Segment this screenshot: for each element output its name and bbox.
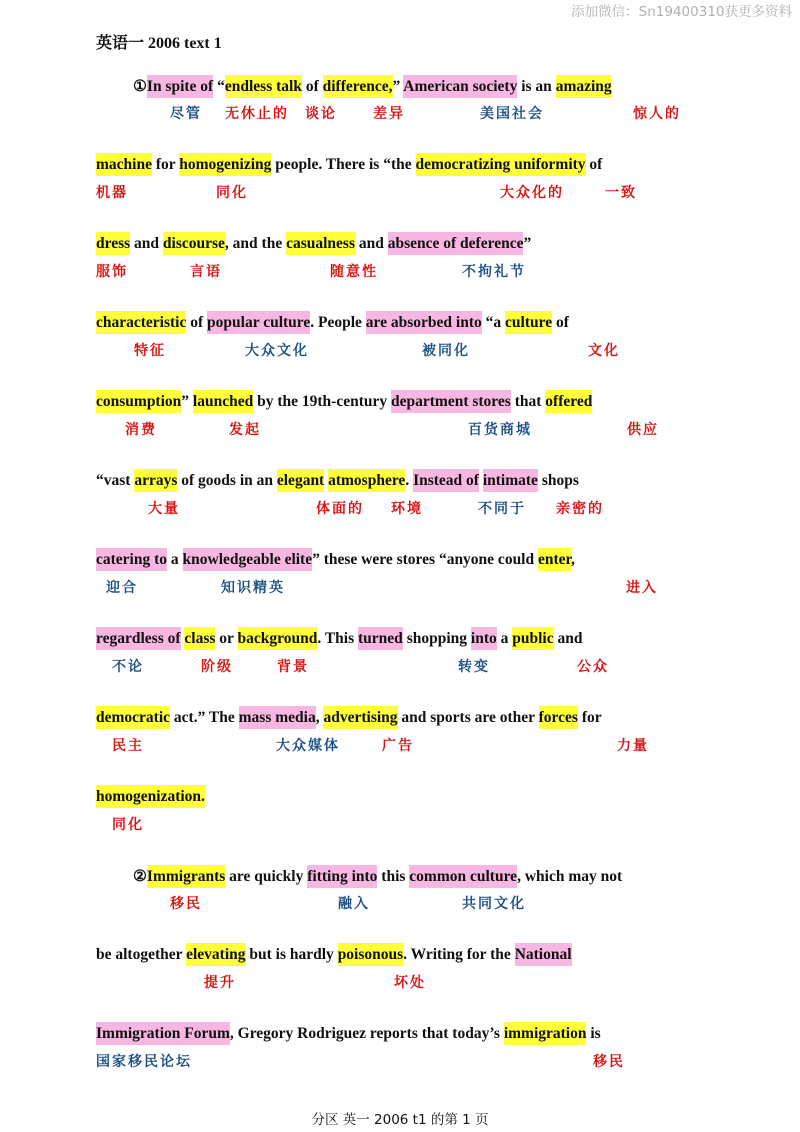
passage-line — [96, 472, 579, 490]
plain-text: . Writing for the — [403, 946, 515, 963]
gloss-row — [0, 261, 800, 281]
highlighted-phrase: Immigration Forum — [96, 1022, 230, 1045]
chinese-gloss: 背景 — [277, 659, 309, 675]
plain-text: and sports are other — [397, 709, 539, 726]
highlighted-term: amazing — [556, 75, 612, 98]
highlighted-term: forces — [539, 706, 578, 729]
document-title: 英语一 2006 text 1 — [96, 35, 222, 52]
plain-text: for — [151, 156, 180, 173]
plain-text: by the 19th-century — [253, 393, 391, 410]
chinese-gloss: 国家移民论坛 — [96, 1054, 192, 1070]
chinese-gloss: 移民 — [170, 896, 202, 912]
chinese-gloss: 迎合 — [106, 580, 138, 596]
chinese-gloss: 差异 — [373, 106, 405, 122]
highlighted-term: elegant — [277, 469, 324, 492]
gloss-row — [0, 498, 800, 518]
plain-text: of — [186, 314, 208, 331]
chinese-gloss: 融入 — [338, 896, 370, 912]
highlighted-phrase: knowledgeable elite — [183, 548, 313, 571]
chinese-gloss: 同化 — [216, 185, 248, 201]
highlighted-phrase: department stores — [391, 390, 511, 413]
highlighted-term: casualness — [286, 232, 355, 255]
passage-line — [96, 314, 569, 332]
plain-text: or — [215, 630, 238, 647]
gloss-row — [0, 577, 800, 597]
highlighted-term: elevating — [186, 943, 245, 966]
highlighted-term: discourse — [163, 232, 225, 255]
chinese-gloss: 大众媒体 — [276, 738, 340, 754]
plain-text: ② — [133, 868, 147, 885]
plain-text: and — [354, 235, 388, 252]
plain-text: act.” The — [170, 709, 239, 726]
highlighted-term: poisonous — [338, 943, 403, 966]
highlighted-term: background — [238, 627, 318, 650]
passage-line — [96, 946, 572, 964]
passage-line — [133, 867, 622, 886]
highlighted-term: advertising — [323, 706, 397, 729]
passage-line — [96, 393, 592, 411]
chinese-gloss: 大众化的 — [500, 185, 564, 201]
plain-text: of goods in an — [177, 472, 277, 489]
plain-text: , Gregory Rodriguez reports that today’s — [229, 1025, 504, 1042]
highlighted-phrase: catering to — [96, 548, 167, 571]
chinese-gloss: 共同文化 — [462, 896, 526, 912]
chinese-gloss: 力量 — [617, 738, 649, 754]
highlighted-term: machine — [96, 153, 152, 176]
plain-text: . — [405, 472, 414, 489]
gloss-row — [0, 893, 800, 913]
highlighted-term: difference, — [323, 75, 393, 98]
highlighted-term: endless talk — [225, 75, 302, 98]
plain-text: , and the — [224, 235, 287, 252]
chinese-gloss: 大量 — [148, 501, 180, 517]
chinese-gloss: 无休止的 — [225, 106, 289, 122]
passage-line — [96, 551, 575, 569]
chinese-gloss: 言语 — [190, 264, 222, 280]
chinese-gloss: 同化 — [112, 817, 144, 833]
passage-line — [96, 156, 602, 174]
plain-text: and — [553, 630, 583, 647]
plain-text: . People — [310, 314, 366, 331]
chinese-gloss: 大众文化 — [245, 343, 309, 359]
highlighted-term: class — [184, 627, 215, 650]
plain-text: “vast — [96, 472, 135, 489]
highlighted-phrase: In spite of — [147, 75, 213, 98]
plain-text: people. There is “the — [271, 156, 416, 173]
plain-text: for — [577, 709, 602, 726]
highlighted-phrase: Instead of — [413, 469, 479, 492]
gloss-row — [0, 419, 800, 439]
plain-text: , — [315, 709, 324, 726]
chinese-gloss: 特征 — [134, 343, 166, 359]
passage-line — [96, 709, 602, 727]
highlighted-phrase: fitting into — [307, 865, 377, 888]
chinese-gloss: 随意性 — [330, 264, 378, 280]
plain-text: are quickly — [225, 868, 308, 885]
plain-text: “ — [213, 78, 225, 95]
highlighted-phrase: turned — [358, 627, 403, 650]
highlighted-term: Immigrants — [147, 865, 225, 888]
plain-text: is an — [517, 78, 556, 95]
chinese-gloss: 服饰 — [96, 264, 128, 280]
gloss-row — [0, 340, 800, 360]
chinese-gloss: 亲密的 — [556, 501, 604, 517]
chinese-gloss: 不论 — [112, 659, 144, 675]
plain-text: “a — [481, 314, 506, 331]
chinese-gloss: 环境 — [391, 501, 423, 517]
plain-text: is — [586, 1025, 601, 1042]
plain-text: ” these were stores “anyone could — [312, 551, 538, 568]
plain-text: ” — [181, 393, 193, 410]
chinese-gloss: 体面的 — [316, 501, 364, 517]
watermark: 添加微信：Sn19400310获更多资料 — [571, 4, 792, 20]
highlighted-phrase: absence of deference — [388, 232, 524, 255]
gloss-row — [0, 972, 800, 992]
chinese-gloss: 坏处 — [394, 975, 426, 991]
chinese-gloss: 一致 — [605, 185, 637, 201]
chinese-gloss: 进入 — [626, 580, 658, 596]
highlighted-term: homogenizing — [179, 153, 271, 176]
highlighted-term: offered — [545, 390, 592, 413]
chinese-gloss: 百货商城 — [468, 422, 532, 438]
plain-text: shops — [537, 472, 579, 489]
chinese-gloss: 尽管 — [170, 106, 202, 122]
chinese-gloss: 转变 — [458, 659, 490, 675]
plain-text: ” — [523, 235, 532, 252]
plain-text: of — [301, 78, 323, 95]
gloss-row — [0, 814, 800, 834]
highlighted-phrase: regardless of — [96, 627, 181, 650]
chinese-gloss: 文化 — [588, 343, 620, 359]
highlighted-term: culture — [505, 311, 552, 334]
highlighted-term: characteristic — [96, 311, 186, 334]
chinese-gloss: 消费 — [125, 422, 157, 438]
highlighted-term: arrays — [134, 469, 177, 492]
chinese-gloss: 谈论 — [305, 106, 337, 122]
plain-text: and — [130, 235, 163, 252]
plain-text: ” — [392, 78, 404, 95]
highlighted-term: democratizing uniformity — [416, 153, 586, 176]
plain-text: but is hardly — [245, 946, 338, 963]
plain-text: . This — [317, 630, 359, 647]
plain-text: be altogether — [96, 946, 187, 963]
chinese-gloss: 公众 — [577, 659, 609, 675]
highlighted-phrase: mass media — [239, 706, 316, 729]
passage-line — [96, 630, 582, 648]
chinese-gloss: 发起 — [229, 422, 261, 438]
plain-text: , which may not — [517, 868, 623, 885]
highlighted-term: dress — [96, 232, 130, 255]
chinese-gloss: 被同化 — [422, 343, 470, 359]
passage-line — [96, 788, 205, 806]
chinese-gloss: 不拘礼节 — [462, 264, 526, 280]
plain-text: this — [377, 868, 410, 885]
plain-text: of — [552, 314, 569, 331]
gloss-row — [0, 182, 800, 202]
plain-text: of — [585, 156, 603, 173]
highlighted-term: enter — [538, 548, 571, 571]
highlighted-phrase: are absorbed into — [366, 311, 482, 334]
chinese-gloss: 供应 — [627, 422, 659, 438]
highlighted-phrase: into — [471, 627, 497, 650]
page-footer: 分区 英一 2006 t1 的第 1 页 — [311, 1112, 489, 1128]
highlighted-term: immigration — [504, 1022, 587, 1045]
highlighted-phrase: National — [515, 943, 572, 966]
chinese-gloss: 机器 — [96, 185, 128, 201]
plain-text: a — [496, 630, 513, 647]
highlighted-phrase: intimate — [483, 469, 538, 492]
passage-line — [133, 77, 612, 96]
gloss-row — [0, 103, 800, 123]
highlighted-term: consumption — [96, 390, 181, 413]
chinese-gloss: 提升 — [204, 975, 236, 991]
gloss-row — [0, 735, 800, 755]
highlighted-term: homogenization. — [96, 785, 205, 808]
highlighted-term: atmosphere — [328, 469, 405, 492]
highlighted-term: launched — [193, 390, 253, 413]
chinese-gloss: 移民 — [593, 1054, 625, 1070]
passage-line — [96, 1025, 601, 1043]
highlighted-phrase: common culture — [409, 865, 517, 888]
chinese-gloss: 惊人的 — [633, 106, 681, 122]
chinese-gloss: 广告 — [382, 738, 414, 754]
chinese-gloss: 知识精英 — [221, 580, 285, 596]
plain-text: that — [510, 393, 546, 410]
chinese-gloss: 美国社会 — [480, 106, 544, 122]
plain-text: a — [167, 551, 183, 568]
plain-text: shopping — [402, 630, 471, 647]
chinese-gloss: 民主 — [112, 738, 144, 754]
plain-text: , — [571, 551, 575, 568]
gloss-row — [0, 1051, 800, 1071]
chinese-gloss: 不同于 — [478, 501, 526, 517]
chinese-gloss: 阶级 — [201, 659, 233, 675]
gloss-row — [0, 656, 800, 676]
plain-text: ① — [133, 78, 147, 95]
passage-line — [96, 235, 531, 253]
highlighted-phrase: American society — [403, 75, 517, 98]
highlighted-term: public — [512, 627, 553, 650]
highlighted-phrase: popular culture — [207, 311, 310, 334]
highlighted-term: democratic — [96, 706, 170, 729]
